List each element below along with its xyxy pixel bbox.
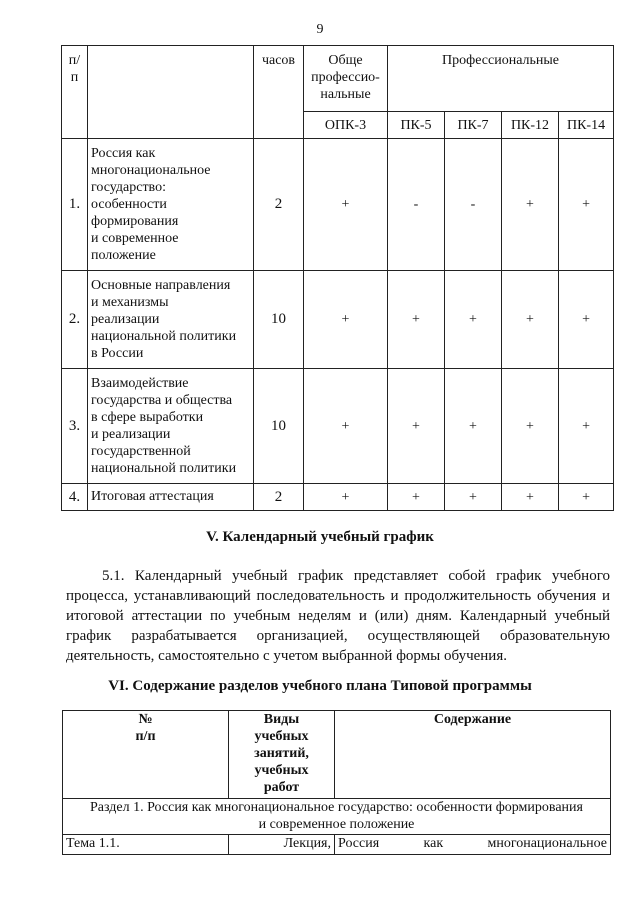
activity-type-cell: Лекция, [229, 835, 335, 855]
competency-mark: + [502, 139, 559, 271]
competency-mark: + [445, 369, 502, 484]
competency-mark: + [559, 139, 614, 271]
table-row [62, 271, 614, 369]
row-topic: Россия как многонациональное государство: особенности формирования и современное положение [88, 139, 254, 271]
row-hours: 10 [254, 271, 304, 369]
competency-mark: - [445, 139, 502, 271]
competency-mark: + [445, 271, 502, 369]
competency-mark: + [304, 369, 388, 484]
section-6-title: VI. Содержание разделов учебного плана Типовой программы [108, 678, 532, 694]
table-row [62, 139, 614, 271]
hours-header: часов [254, 46, 304, 139]
content-header: Содержание [335, 711, 611, 799]
row-number: 3. [62, 369, 88, 484]
row-topic: Итоговая аттестация [88, 484, 254, 511]
competency-mark: + [304, 139, 388, 271]
row-topic: Основные направления и механизмы реализации национальной политики в России [88, 271, 254, 369]
num-header: № п/п [63, 711, 229, 799]
topic-header [88, 46, 254, 139]
section-row: Раздел 1. Россия как многонациональное государство: особенности формирования и современное положение [63, 799, 611, 835]
competency-code: ПК-12 [502, 112, 559, 139]
competency-mark: + [388, 484, 445, 511]
activity-type-header: Виды учебных занятий, учебных работ [229, 711, 335, 799]
competency-code: ПК-5 [388, 112, 445, 139]
curriculum-content-table [62, 710, 611, 855]
competency-mark: + [388, 271, 445, 369]
competency-mark: + [502, 484, 559, 511]
competency-mark: + [559, 369, 614, 484]
competency-mark: + [502, 369, 559, 484]
competency-mark: + [388, 369, 445, 484]
competency-code: ПК-14 [559, 112, 614, 139]
competency-code: ПК-7 [445, 112, 502, 139]
competency-mark: + [559, 484, 614, 511]
section-5-paragraph: 5.1. Календарный учебный график представляет собой график учебного процесса, устанавливающий последовательность и продолжительность обучения и итоговой аттестации по учебным неделям и (или) дням. Календарный учебный график разрабатывается организацией, осуществляющей образовательную деятельность, самостоятельно с учетом выбранной формы обучения. [66, 568, 610, 664]
competency-mark: + [304, 484, 388, 511]
row-topic: Взаимодействие государства и общества в сфере выработки и реализации государственной национальной политики [88, 369, 254, 484]
page-number: 9 [316, 22, 324, 37]
table-row [63, 835, 611, 855]
competency-table [61, 45, 614, 511]
competency-mark: + [445, 484, 502, 511]
row-hours: 2 [254, 139, 304, 271]
row-hours: 10 [254, 369, 304, 484]
competency-code: ОПК-3 [304, 112, 388, 139]
row-number: 4. [62, 484, 88, 511]
section-5-title: V. Календарный учебный график [206, 529, 434, 545]
competency-mark: + [559, 271, 614, 369]
row-number: 1. [62, 139, 88, 271]
num-header: п/ п [62, 46, 88, 139]
row-number: 2. [62, 271, 88, 369]
content-cell: Россия как многонациональное [335, 835, 611, 855]
competency-mark: - [388, 139, 445, 271]
row-hours: 2 [254, 484, 304, 511]
table-row [62, 484, 614, 511]
general-competency-header: Обще профессио- нальные [304, 46, 388, 112]
competency-mark: + [304, 271, 388, 369]
competency-mark: + [502, 271, 559, 369]
topic-cell: Тема 1.1. [63, 835, 229, 855]
professional-competency-header: Профессиональные [388, 46, 614, 112]
table-row [62, 369, 614, 484]
